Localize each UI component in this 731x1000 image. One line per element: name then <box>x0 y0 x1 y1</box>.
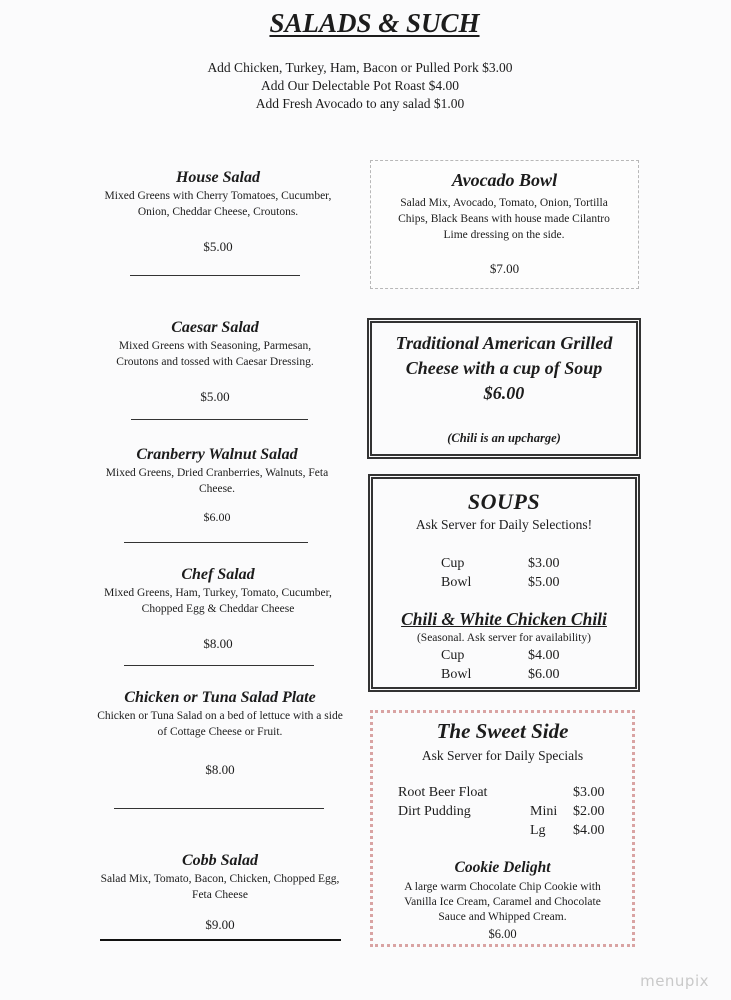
page-title: SALADS & SUCH <box>269 8 480 38</box>
divider <box>131 419 308 420</box>
avocado-bowl-name: Avocado Bowl <box>451 170 558 190</box>
divider <box>124 542 308 543</box>
cobb-salad <box>98 851 342 933</box>
grilled-cheese-price: $6.00 <box>483 383 525 403</box>
chef-salad-desc: Mixed Greens, Ham, Turkey, Tomato, Cucumber, Chopped Egg & Cheddar Cheese <box>104 587 332 615</box>
soups-subtitle: Ask Server for Daily Selections! <box>415 517 593 532</box>
dirt-pudding-mini-price: $2.00 <box>573 804 605 819</box>
cranberry-walnut-salad <box>92 445 342 525</box>
house-salad-price: $5.00 <box>203 239 233 254</box>
grilled-cheese-line2: Cheese with a cup of Soup <box>405 358 603 378</box>
plate-name: Chicken or Tuna Salad Plate <box>124 689 316 706</box>
house-salad-desc: Mixed Greens with Cherry Tomatoes, Cucumber, Onion, Cheddar Cheese, Croutons. <box>104 190 332 218</box>
caesar-salad <box>100 318 330 405</box>
cranberry-salad-desc: Mixed Greens, Dried Cranberries, Walnuts, Feta Cheese. <box>105 467 329 495</box>
avocado-bowl-desc: Salad Mix, Avocado, Tomato, Onion, Tortilla Chips, Black Beans with house made Cilantro Lime dressing on the side. <box>398 197 610 241</box>
caesar-salad-name: Caesar Salad <box>171 319 259 336</box>
chef-salad <box>104 565 332 652</box>
chili-bowl-price: $6.00 <box>528 667 560 682</box>
soup-bowl-price: $5.00 <box>528 575 560 590</box>
cookie-delight-price: $6.00 <box>488 927 517 941</box>
dirt-pudding-label: Dirt Pudding <box>398 804 471 819</box>
cranberry-salad-price: $6.00 <box>203 510 231 524</box>
soup-bowl-label: Bowl <box>441 575 472 590</box>
plate-desc: Chicken or Tuna Salad on a bed of lettuce with a side of Cottage Cheese or Fruit. <box>97 710 343 738</box>
soups-title: SOUPS <box>467 489 541 514</box>
cookie-delight-name: Cookie Delight <box>454 859 551 876</box>
chili-cup-price: $4.00 <box>528 648 560 663</box>
cobb-salad-price: $9.00 <box>205 917 235 932</box>
divider <box>124 665 314 666</box>
grilled-cheese-note: (Chili is an upcharge) <box>447 431 561 445</box>
caesar-salad-price: $5.00 <box>200 389 230 404</box>
chili-title: Chili & White Chicken Chili <box>401 609 607 629</box>
cookie-delight-desc: A large warm Chocolate Chip Cookie with Vanilla Ice Cream, Caramel and Chocolate Sauce and Whipped Cream. <box>404 881 601 923</box>
soup-cup-price: $3.00 <box>528 556 560 571</box>
chef-salad-price: $8.00 <box>203 636 233 651</box>
avocado-bowl-price: $7.00 <box>489 261 520 276</box>
plate-price: $8.00 <box>205 762 235 777</box>
dirt-pudding-lg-price: $4.00 <box>573 823 605 838</box>
watermark-logo: menupix <box>640 972 709 990</box>
root-beer-float-label: Root Beer Float <box>398 785 488 800</box>
addon-pot-roast: Add Our Delectable Pot Roast $4.00 <box>261 78 459 93</box>
addons-list <box>150 59 570 113</box>
grilled-cheese-box <box>367 318 641 459</box>
chili-bowl-label: Bowl <box>441 667 472 682</box>
dirt-pudding-lg-label: Lg <box>530 823 546 838</box>
dirt-pudding-mini-label: Mini <box>530 804 558 819</box>
chili-cup-label: Cup <box>441 648 465 663</box>
grilled-cheese-line1: Traditional American Grilled <box>395 333 613 353</box>
divider <box>130 275 300 276</box>
cobb-salad-desc: Salad Mix, Tomato, Bacon, Chicken, Chopped Egg, Feta Cheese <box>100 873 340 901</box>
house-salad-name: House Salad <box>175 169 260 186</box>
house-salad <box>92 168 344 255</box>
cobb-salad-name: Cobb Salad <box>181 852 258 869</box>
addon-avocado: Add Fresh Avocado to any salad $1.00 <box>255 96 465 111</box>
divider <box>114 808 324 809</box>
avocado-bowl-box <box>370 160 639 289</box>
cranberry-salad-name: Cranberry Walnut Salad <box>136 446 298 463</box>
addon-meat: Add Chicken, Turkey, Ham, Bacon or Pulled Pork $3.00 <box>207 60 513 75</box>
chef-salad-name: Chef Salad <box>181 566 255 583</box>
soups-box <box>368 474 640 692</box>
sweet-title: The Sweet Side <box>436 719 569 743</box>
divider <box>100 939 341 941</box>
caesar-salad-desc: Mixed Greens with Seasoning, Parmesan, Croutons and tossed with Caesar Dressing. <box>116 340 314 368</box>
chili-note: (Seasonal. Ask server for availability) <box>416 632 592 644</box>
chicken-tuna-plate <box>92 688 348 778</box>
soup-cup-label: Cup <box>441 556 465 571</box>
sweet-subtitle: Ask Server for Daily Specials <box>421 748 584 763</box>
root-beer-float-price: $3.00 <box>573 785 605 800</box>
sweet-side-box <box>370 710 635 947</box>
